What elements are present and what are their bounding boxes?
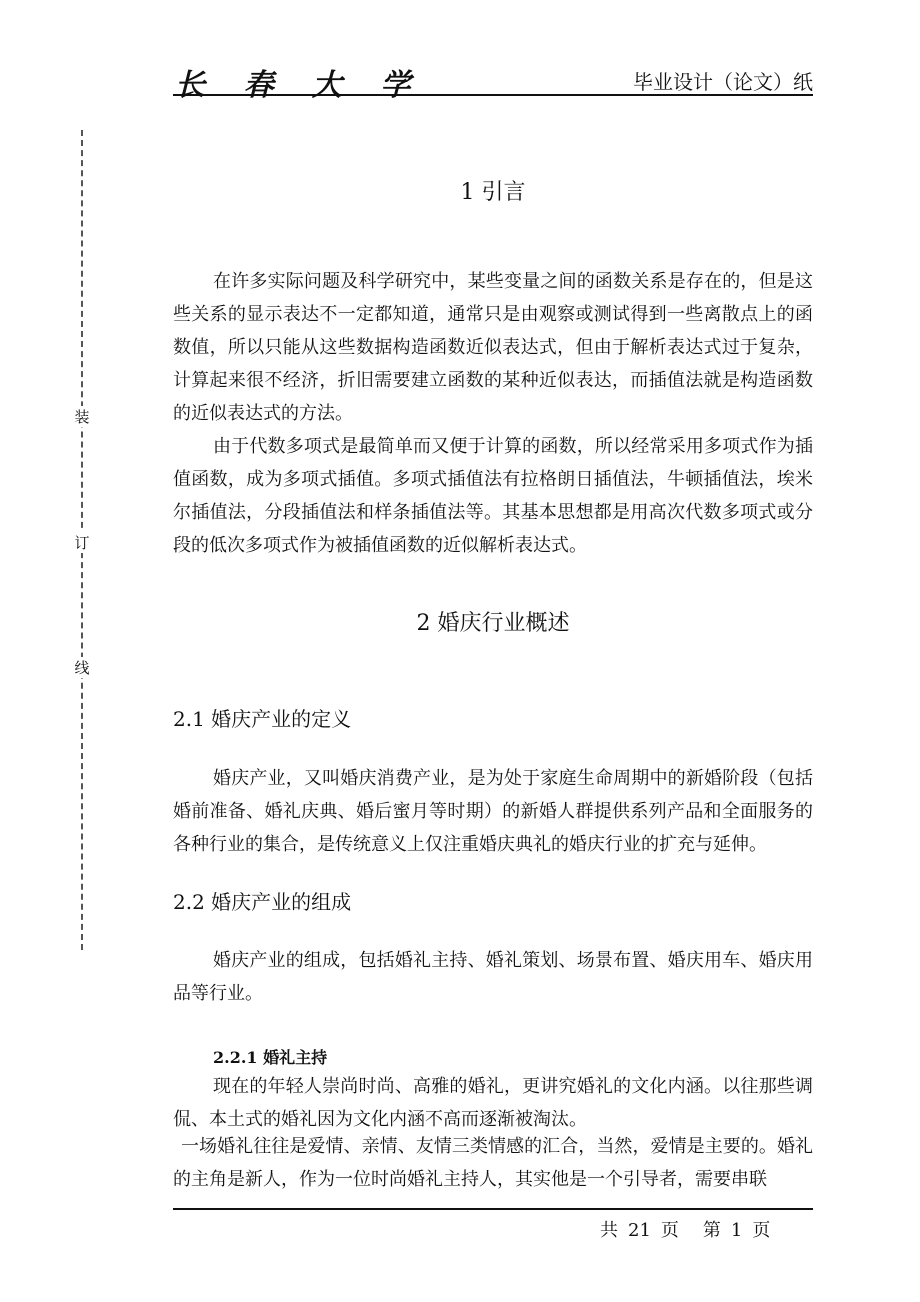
section-2-1-title: 2.1 婚庆产业的定义 xyxy=(173,707,352,731)
binding-mark-ding: 订 xyxy=(74,534,90,552)
section-1-paragraph-2: 由于代数多项式是最简单而又便于计算的函数，所以经常采用多项式作为插值函数，成为多项式插值。多项式插值法有拉格朗日插值法，牛顿插值法，埃米尔插值法，分段插值法和样条插值法等。其基本思想都是用高次代数多项式或分段的低次多项式作为被插值函数的近似解析表达式。 xyxy=(173,436,813,556)
footer-total-post: 页 xyxy=(660,1220,679,1241)
section-2-2-1-title: 2.2.1 婚礼主持 xyxy=(213,1048,328,1067)
section-2-2-1-paragraph-2: 一场婚礼往往是爱情、亲情、友情三类情感的汇合，当然，爱情是主要的。婚礼的主角是新人，作为一位时尚婚礼主持人，其实他是一个引导者，需要串联 xyxy=(173,1136,813,1190)
footer-rule xyxy=(173,1208,813,1210)
footer-total-pre: 共 xyxy=(600,1220,618,1241)
section-1-title: 1 引言 xyxy=(460,180,526,205)
binding-mark-xian: 线 xyxy=(74,659,90,677)
footer-current-post: 页 xyxy=(752,1220,771,1241)
university-logo-text: 长 春 大 学 xyxy=(175,68,425,103)
section-2-title: 2 婚庆行业概述 xyxy=(416,611,570,636)
section-2-2-title: 2.2 婚庆产业的组成 xyxy=(173,890,352,914)
header-paper-label: 毕业设计（论文）纸 xyxy=(633,70,813,94)
binding-mark-zhuang: 装 xyxy=(74,408,90,426)
page-footer xyxy=(600,1216,780,1242)
section-2-2-1-paragraph-1: 现在的年轻人崇尚时尚、高雅的婚礼，更讲究婚礼的文化内涵。以往那些调侃、本土式的婚礼因为文化内涵不高而逐渐被淘汰。 xyxy=(173,1076,813,1130)
section-2-2-paragraph: 婚庆产业的组成，包括婚礼主持、婚礼策划、场景布置、婚庆用车、婚庆用品等行业。 xyxy=(173,950,813,1004)
binding-margin xyxy=(70,130,94,950)
section-1-paragraph-1: 在许多实际问题及科学研究中，某些变量之间的函数关系是存在的，但是这些关系的显示表达不一定都知道，通常只是由观察或测试得到一些离散点上的函数值，所以只能从这些数据构造函数近似表达式，但由于解析表达式过于复杂，计算起来很不经济，折旧需要建立函数的某种近似表达，而插值法就是构造函数的近似表达式的方法。 xyxy=(173,271,813,424)
footer-current-page: 1 xyxy=(730,1220,743,1241)
page-header xyxy=(173,60,813,103)
header-rule xyxy=(173,94,813,96)
footer-current-pre: 第 xyxy=(702,1220,721,1241)
footer-total-pages: 21 xyxy=(628,1220,651,1241)
section-2-1-paragraph: 婚庆产业，又叫婚庆消费产业，是为处于家庭生命周期中的新婚阶段（包括婚前准备、婚礼庆典、婚后蜜月等时期）的新婚人群提供系列产品和全面服务的各种行业的集合，是传统意义上仅注重婚庆典礼的婚庆行业的扩充与延伸。 xyxy=(173,768,813,855)
